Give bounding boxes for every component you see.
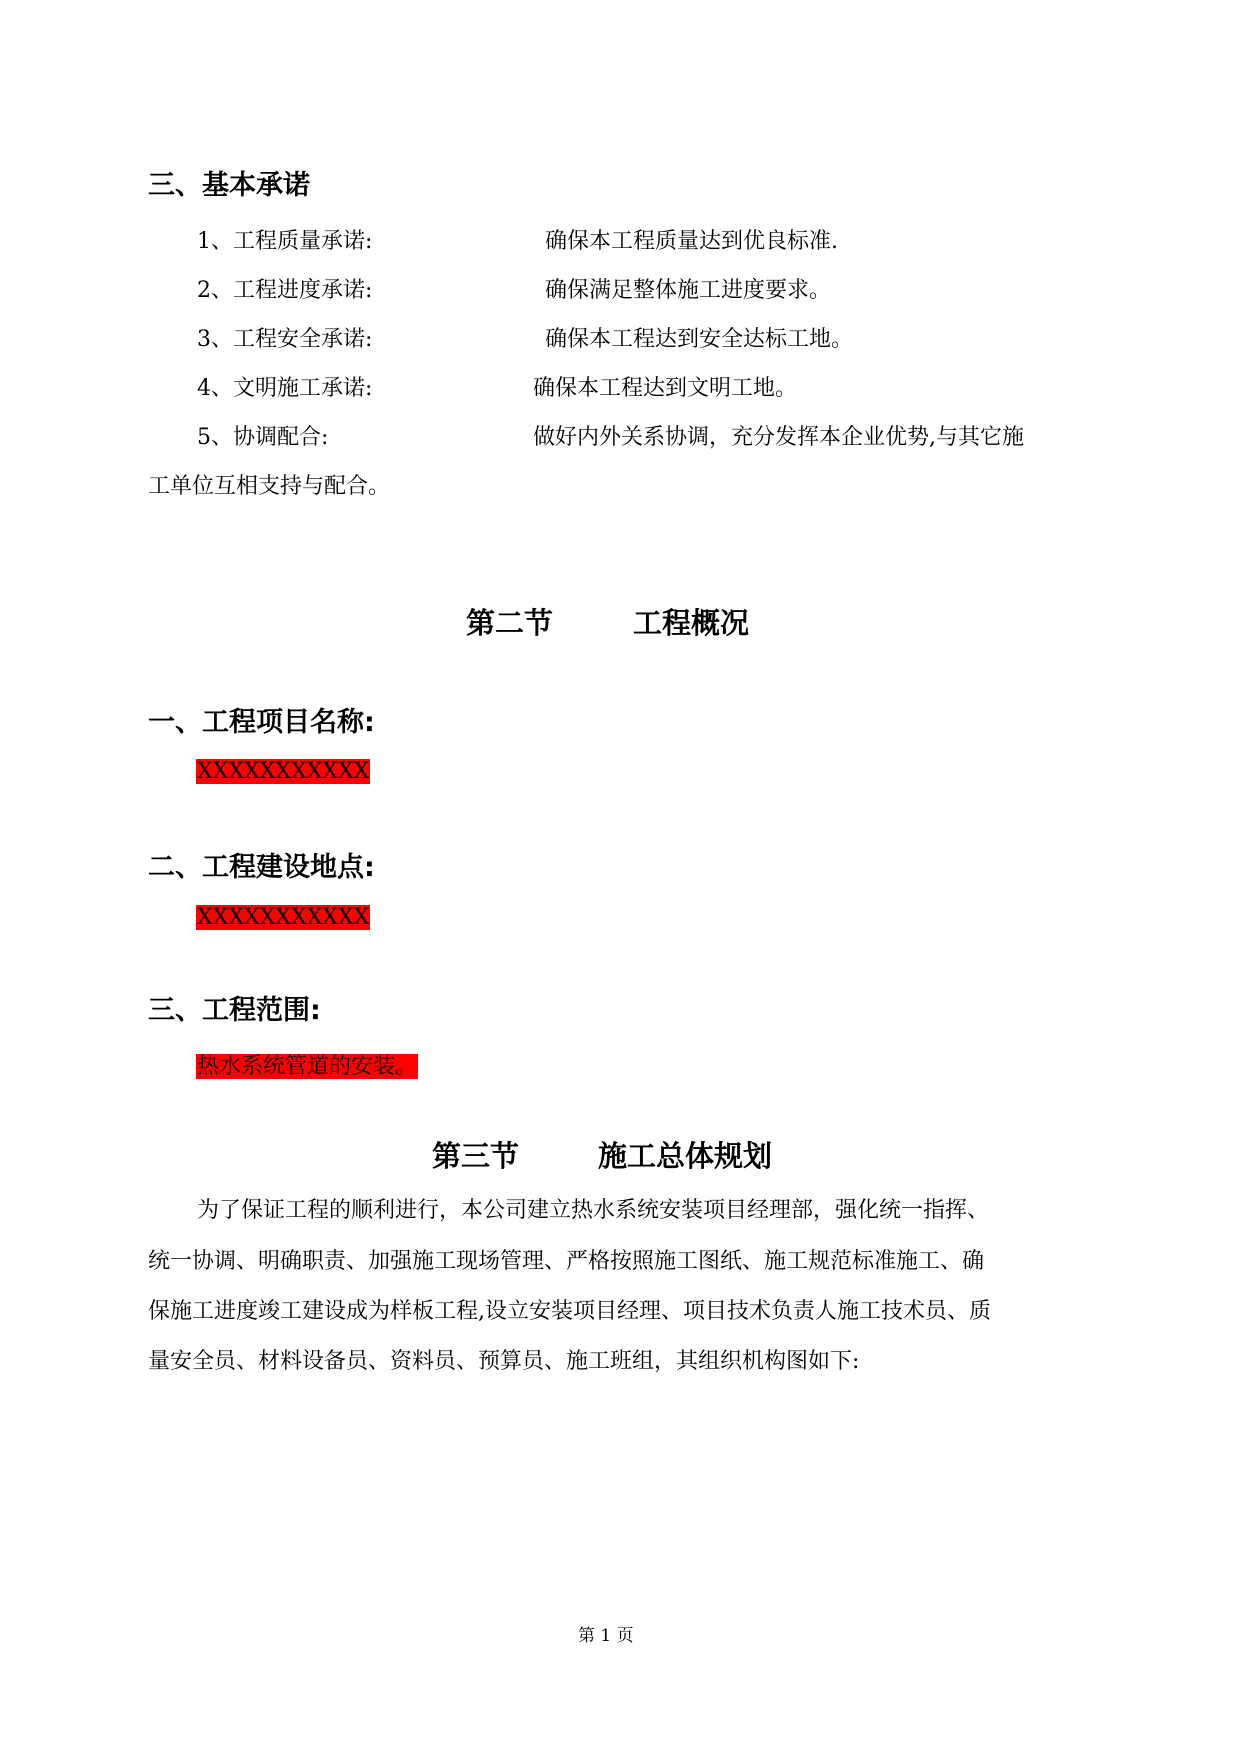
scope-line — [196, 1049, 418, 1080]
project-name-line — [196, 759, 370, 784]
plan-paragraph-line-2: 统一协调、明确职责、加强施工现场管理、严格按照施工图纸、施工规范标准施工、确 — [148, 1249, 985, 1274]
plan-paragraph-line-3: 保施工进度竣工建设成为样板工程,设立安装项目经理、项目技术负责人施工技术员、质 — [148, 1299, 991, 1324]
location-value: XXXXXXXXXXX — [197, 905, 370, 930]
location-line — [196, 905, 370, 930]
commitment-2-label: 2、工程进度承诺: — [197, 278, 373, 303]
commitment-2-value: 确保满足整体施工进度要求。 — [545, 278, 832, 303]
commitment-5-value: 做好内外关系协调，充分发挥本企业优势,与其它施 — [533, 425, 1024, 450]
commitment-5-label: 5、协调配合: — [197, 425, 329, 450]
plan-paragraph-line-1: 为了保证工程的顺利进行，本公司建立热水系统安装项目经理部，强化统一指挥、 — [197, 1198, 990, 1223]
commitments-heading: 三、基本承诺 — [148, 170, 310, 201]
project-name-value: XXXXXXXXXXX — [197, 759, 370, 784]
section2-number: 第二节 — [466, 606, 554, 640]
commitment-1-label: 1、工程质量承诺: — [197, 229, 373, 254]
commitment-3-value: 确保本工程达到安全达标工地。 — [545, 327, 854, 352]
commitment-4-value: 确保本工程达到文明工地。 — [533, 376, 798, 401]
section3-number: 第三节 — [432, 1139, 520, 1173]
commitment-3-label: 3、工程安全承诺: — [197, 327, 373, 352]
scope-heading: 三、工程范围: — [148, 995, 321, 1026]
location-heading: 二、工程建设地点: — [148, 852, 375, 883]
section2-title: 工程概况 — [633, 606, 750, 640]
section3-title: 施工总体规划 — [598, 1139, 773, 1173]
commitment-5-continuation: 工单位互相支持与配合。 — [148, 474, 391, 499]
page-number: 第 1 页 — [578, 1626, 634, 1646]
commitment-1-value: 确保本工程质量达到优良标准. — [545, 229, 838, 254]
commitment-4-label: 4、文明施工承诺: — [197, 376, 373, 401]
project-name-heading: 一、工程项目名称: — [148, 707, 375, 738]
scope-value: 热水系统管道的安装。 — [197, 1054, 418, 1079]
plan-paragraph-line-4: 量安全员、材料设备员、资料员、预算员、施工班组，其组织机构图如下: — [148, 1349, 860, 1374]
